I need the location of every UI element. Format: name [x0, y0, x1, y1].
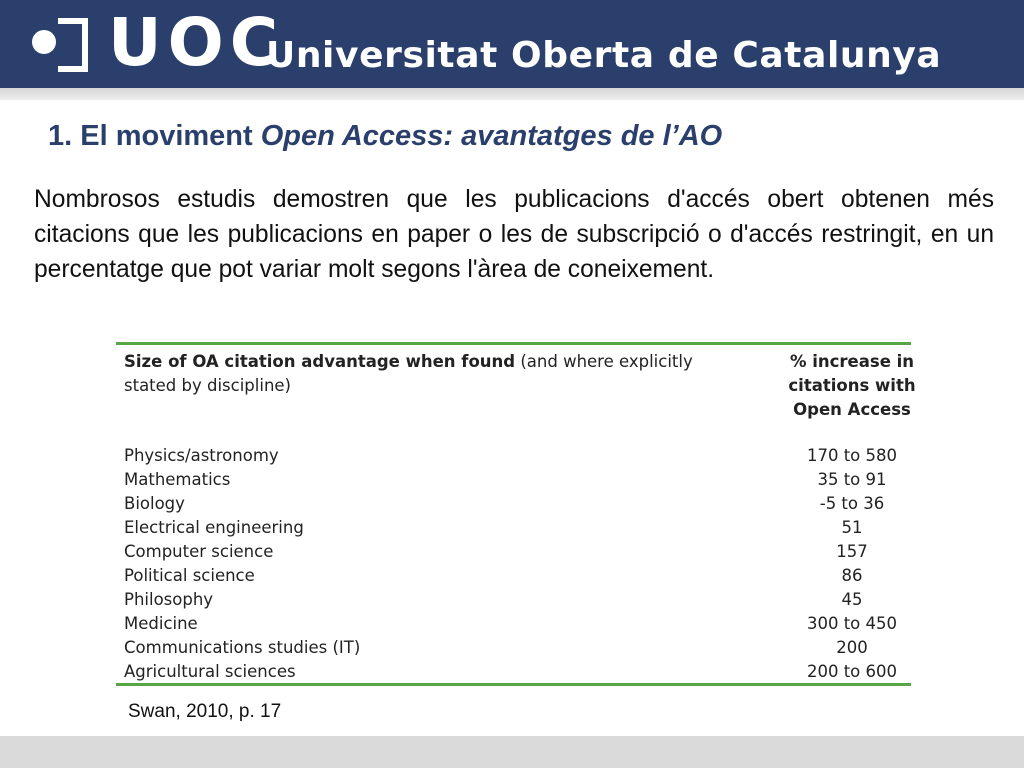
table-cell-discipline: Computer science: [124, 542, 274, 561]
table-cell-increase: 86: [841, 566, 863, 585]
source-citation: Swan, 2010, p. 17: [128, 701, 282, 722]
table-row: [116, 492, 911, 516]
table-cell-discipline: Political science: [124, 566, 255, 585]
table-cell-increase: 200 to 600: [806, 662, 898, 681]
table-cell-increase: 157: [836, 542, 868, 561]
citation-table: [116, 342, 916, 686]
table-header-left-rest: (and where explicitly stated by discipline): [124, 352, 693, 395]
body-paragraph: Nombrosos estudis demostren que les publicacions d'accés obert obtenen més citacions que les publicacions en paper o les de subscripció o d'accés restringit, en un percentatge que pot variar molt segons l'àrea de coneixement.: [34, 186, 994, 283]
table-cell-discipline: Philosophy: [124, 590, 214, 609]
table-cell-discipline: Physics/astronomy: [124, 446, 279, 465]
slide-title-plain: 1. El moviment: [48, 120, 261, 152]
table-row: [116, 444, 911, 468]
table-row: [116, 540, 911, 564]
table-cell-increase: 300 to 450: [806, 614, 898, 633]
logo-abbreviation: UOC: [108, 4, 285, 81]
table-body: [116, 444, 911, 684]
table-cell-discipline: Agricultural sciences: [124, 662, 296, 681]
table-cell-discipline: Biology: [124, 494, 185, 513]
uoc-logo-mark-icon: [30, 16, 94, 70]
header-band: [0, 0, 1024, 88]
table-row: [116, 612, 911, 636]
table-cell-increase: 200: [836, 638, 868, 657]
table-cell-discipline: Medicine: [124, 614, 198, 633]
table-row: [116, 468, 911, 492]
table-row: [116, 564, 911, 588]
table-row: [116, 588, 911, 612]
table-header-left: [124, 350, 734, 398]
slide-title-italic: Open Access: avantatges de l’AO: [260, 120, 723, 152]
table-cell-increase: 170 to 580: [806, 446, 898, 465]
table-bottom-rule: [116, 683, 911, 686]
table-cell-increase: 51: [841, 518, 863, 537]
table-cell-increase: -5 to 36: [819, 494, 885, 513]
table-cell-discipline: Communications studies (IT): [124, 638, 361, 657]
table-cell-increase: 35 to 91: [817, 470, 887, 489]
table-cell-discipline: Mathematics: [124, 470, 231, 489]
table-header-right: % increase in citations with Open Access: [788, 352, 916, 419]
university-name: Universitat Oberta de Catalunya: [266, 35, 942, 76]
table-row: [116, 516, 911, 540]
table-cell-increase: 45: [841, 590, 863, 609]
table-row: [116, 636, 911, 660]
table-top-rule: [116, 342, 911, 345]
table-cell-discipline: Electrical engineering: [124, 518, 304, 537]
header-divider: [0, 88, 1024, 100]
table-header-left-bold: Size of OA citation advantage when found: [124, 352, 516, 371]
slide-title: [48, 116, 1008, 156]
footer-band: [0, 736, 1024, 768]
table-row: [116, 660, 911, 684]
